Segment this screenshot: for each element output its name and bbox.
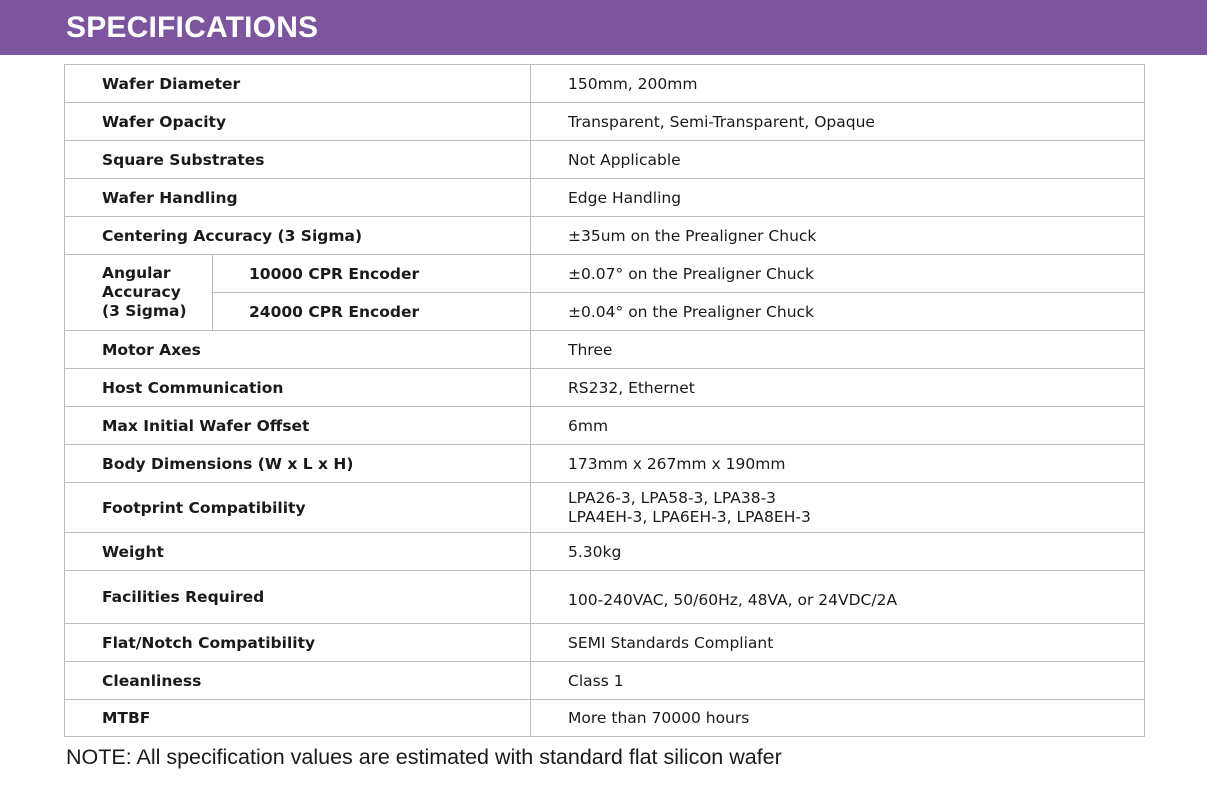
spec-value: RS232, Ethernet: [531, 369, 1145, 407]
spec-value: 150mm, 200mm: [531, 65, 1145, 103]
spec-label: Square Substrates: [65, 141, 531, 179]
table-row: [65, 255, 1145, 293]
table-row: [65, 217, 1145, 255]
spec-label: Cleanliness: [65, 662, 531, 700]
value-line: LPA4EH-3, LPA6EH-3, LPA8EH-3: [568, 507, 811, 526]
group-label-line: (3 Sigma): [102, 302, 187, 320]
spec-label: Flat/Notch Compatibility: [65, 624, 531, 662]
table-row: [65, 662, 1145, 700]
spec-label: Host Communication: [65, 369, 531, 407]
spec-label: Body Dimensions (W x L x H): [65, 445, 531, 483]
angular-accuracy-group-label: [65, 255, 213, 331]
spec-value: Three: [531, 331, 1145, 369]
spec-value: ±0.04° on the Prealigner Chuck: [531, 293, 1145, 331]
spec-sub-label: 24000 CPR Encoder: [213, 293, 531, 331]
table-row: [65, 533, 1145, 571]
spec-value: 100-240VAC, 50/60Hz, 48VA, or 24VDC/2A: [531, 571, 1145, 624]
footnote: NOTE: All specification values are estimated with standard flat silicon wafer: [66, 745, 782, 769]
spec-label: Centering Accuracy (3 Sigma): [65, 217, 531, 255]
spec-value: More than 70000 hours: [531, 700, 1145, 737]
page-title: SPECIFICATIONS: [66, 11, 319, 44]
spec-value: Class 1: [531, 662, 1145, 700]
spec-value: 173mm x 267mm x 190mm: [531, 445, 1145, 483]
spec-value: 5.30kg: [531, 533, 1145, 571]
spec-value: 6mm: [531, 407, 1145, 445]
specifications-table: [64, 64, 1145, 737]
header-banner: [0, 0, 1207, 55]
table-row: [65, 293, 1145, 331]
group-label-line: Angular: [102, 264, 171, 282]
group-label-line: Accuracy: [102, 283, 181, 301]
spec-label: Footprint Compatibility: [65, 483, 531, 533]
spec-sub-label: 10000 CPR Encoder: [213, 255, 531, 293]
spec-value: Not Applicable: [531, 141, 1145, 179]
spec-value: SEMI Standards Compliant: [531, 624, 1145, 662]
spec-label: Wafer Handling: [65, 179, 531, 217]
table-row: [65, 331, 1145, 369]
table-row: [65, 103, 1145, 141]
table-row: [65, 571, 1145, 624]
table-row: [65, 141, 1145, 179]
table-row: [65, 65, 1145, 103]
table-row: [65, 700, 1145, 737]
spec-value: [531, 483, 1145, 533]
spec-label: Weight: [65, 533, 531, 571]
table-row: [65, 179, 1145, 217]
spec-value: Transparent, Semi-Transparent, Opaque: [531, 103, 1145, 141]
table-row: [65, 624, 1145, 662]
table-row: [65, 407, 1145, 445]
spec-value: ±35um on the Prealigner Chuck: [531, 217, 1145, 255]
table-row: [65, 369, 1145, 407]
table-row: [65, 483, 1145, 533]
spec-label: Facilities Required: [65, 571, 531, 624]
spec-value: ±0.07° on the Prealigner Chuck: [531, 255, 1145, 293]
table-row: [65, 445, 1145, 483]
spec-value: Edge Handling: [531, 179, 1145, 217]
value-line: LPA26-3, LPA58-3, LPA38-3: [568, 488, 777, 507]
spec-label: Wafer Diameter: [65, 65, 531, 103]
spec-label: Motor Axes: [65, 331, 531, 369]
spec-label: MTBF: [65, 700, 531, 737]
spec-label: Wafer Opacity: [65, 103, 531, 141]
spec-label: Max Initial Wafer Offset: [65, 407, 531, 445]
